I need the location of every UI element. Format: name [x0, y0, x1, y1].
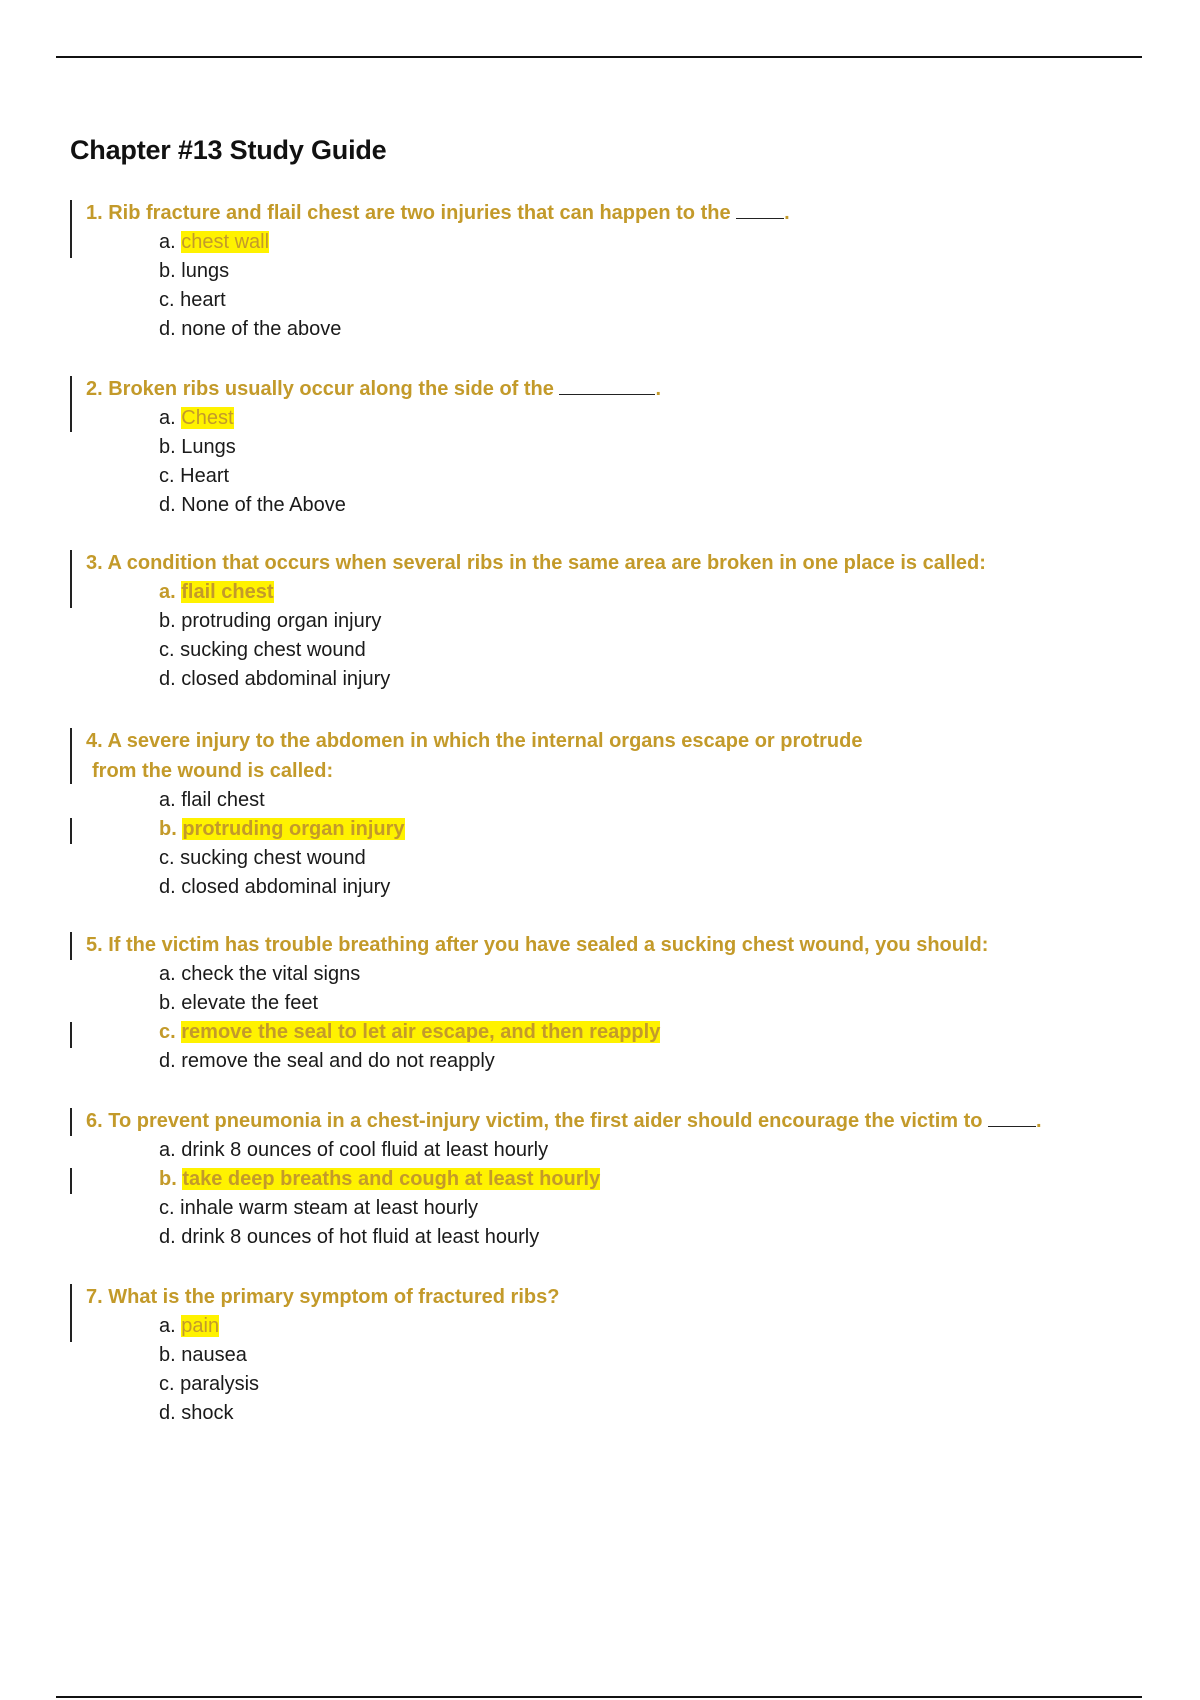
- question-5: [70, 930, 1150, 1076]
- option-d: d. None of the Above: [159, 494, 346, 516]
- answer-blank: [988, 1108, 1036, 1127]
- option-a: a. flail chest: [159, 581, 274, 603]
- bottom-rule: [56, 1696, 1142, 1698]
- highlighted-answer: protruding organ injury: [182, 818, 405, 840]
- answer-blank: [736, 200, 784, 219]
- question-stem: 6. To prevent pneumonia in a chest-injury victim, the first aider should encourage the victim to .: [86, 1110, 1042, 1132]
- top-rule: [56, 56, 1142, 58]
- option-a: a. drink 8 ounces of cool fluid at least hourly: [159, 1139, 549, 1161]
- options-list: [70, 228, 1150, 344]
- question-3: [70, 548, 1150, 694]
- change-bar: [70, 1284, 72, 1342]
- option-d: d. shock: [159, 1402, 234, 1424]
- options-list: [70, 1312, 1150, 1428]
- option-d: d. none of the above: [159, 318, 342, 340]
- option-c: c. sucking chest wound: [159, 847, 366, 869]
- page-title: Chapter #13 Study Guide: [70, 135, 387, 165]
- option-b: b. protruding organ injury: [159, 818, 405, 840]
- option-a: a. pain: [159, 1315, 220, 1337]
- question-stem: 5. If the victim has trouble breathing after you have sealed a sucking chest wound, you should:: [86, 934, 989, 956]
- question-stem: 4. A severe injury to the abdomen in which the internal organs escape or protrude: [86, 730, 863, 752]
- option-c: c. sucking chest wound: [159, 639, 366, 661]
- question-stem: 7. What is the primary symptom of fractured ribs?: [86, 1286, 560, 1308]
- question-6: [70, 1106, 1150, 1252]
- option-b: b. Lungs: [159, 436, 236, 458]
- option-c: c. paralysis: [159, 1373, 260, 1395]
- change-bar: [70, 376, 72, 432]
- change-bar: [70, 818, 72, 844]
- highlighted-answer: Chest: [181, 407, 234, 429]
- options-list: [70, 786, 1150, 902]
- option-d: d. remove the seal and do not reapply: [159, 1050, 495, 1072]
- option-b: b. take deep breaths and cough at least hourly: [159, 1168, 601, 1190]
- options-list: [70, 578, 1150, 694]
- change-bar: [70, 1168, 72, 1194]
- change-bar: [70, 1108, 72, 1136]
- options-list: [70, 1136, 1150, 1252]
- option-b: b. protruding organ injury: [159, 610, 382, 632]
- option-d: d. closed abdominal injury: [159, 876, 391, 898]
- change-bar: [70, 1022, 72, 1048]
- highlighted-answer: flail chest: [181, 581, 274, 603]
- highlighted-answer: pain: [181, 1315, 220, 1337]
- option-b: b. nausea: [159, 1344, 247, 1366]
- option-a: a. chest wall: [159, 231, 270, 253]
- question-stem: 1. Rib fracture and flail chest are two injuries that can happen to the .: [86, 202, 790, 224]
- options-list: [70, 960, 1150, 1076]
- option-c: c. heart: [159, 289, 226, 311]
- question-1: [70, 198, 1150, 344]
- option-a: a. flail chest: [159, 789, 265, 811]
- option-a: a. check the vital signs: [159, 963, 361, 985]
- option-d: d. closed abdominal injury: [159, 668, 391, 690]
- question-2: [70, 374, 1150, 520]
- question-stem-line2: from the wound is called:: [92, 760, 334, 782]
- question-stem: 2. Broken ribs usually occur along the side of the .: [86, 378, 662, 400]
- change-bar: [70, 728, 72, 784]
- option-c: c. remove the seal to let air escape, and then reapply: [159, 1021, 661, 1043]
- option-b: b. lungs: [159, 260, 230, 282]
- highlighted-answer: chest wall: [181, 231, 270, 253]
- option-c: c. inhale warm steam at least hourly: [159, 1197, 479, 1219]
- option-d: d. drink 8 ounces of hot fluid at least hourly: [159, 1226, 540, 1248]
- options-list: [70, 404, 1150, 520]
- option-b: b. elevate the feet: [159, 992, 319, 1014]
- highlighted-answer: take deep breaths and cough at least hourly: [182, 1168, 601, 1190]
- change-bar: [70, 932, 72, 960]
- answer-blank: [559, 376, 655, 395]
- option-c: c. Heart: [159, 465, 230, 487]
- option-a: a. Chest: [159, 407, 234, 429]
- question-stem: 3. A condition that occurs when several ribs in the same area are broken in one place is called:: [86, 552, 986, 574]
- highlighted-answer: remove the seal to let air escape, and then reapply: [181, 1021, 661, 1043]
- question-4: [70, 726, 1150, 902]
- question-7: [70, 1282, 1150, 1428]
- change-bar: [70, 200, 72, 258]
- change-bar: [70, 550, 72, 608]
